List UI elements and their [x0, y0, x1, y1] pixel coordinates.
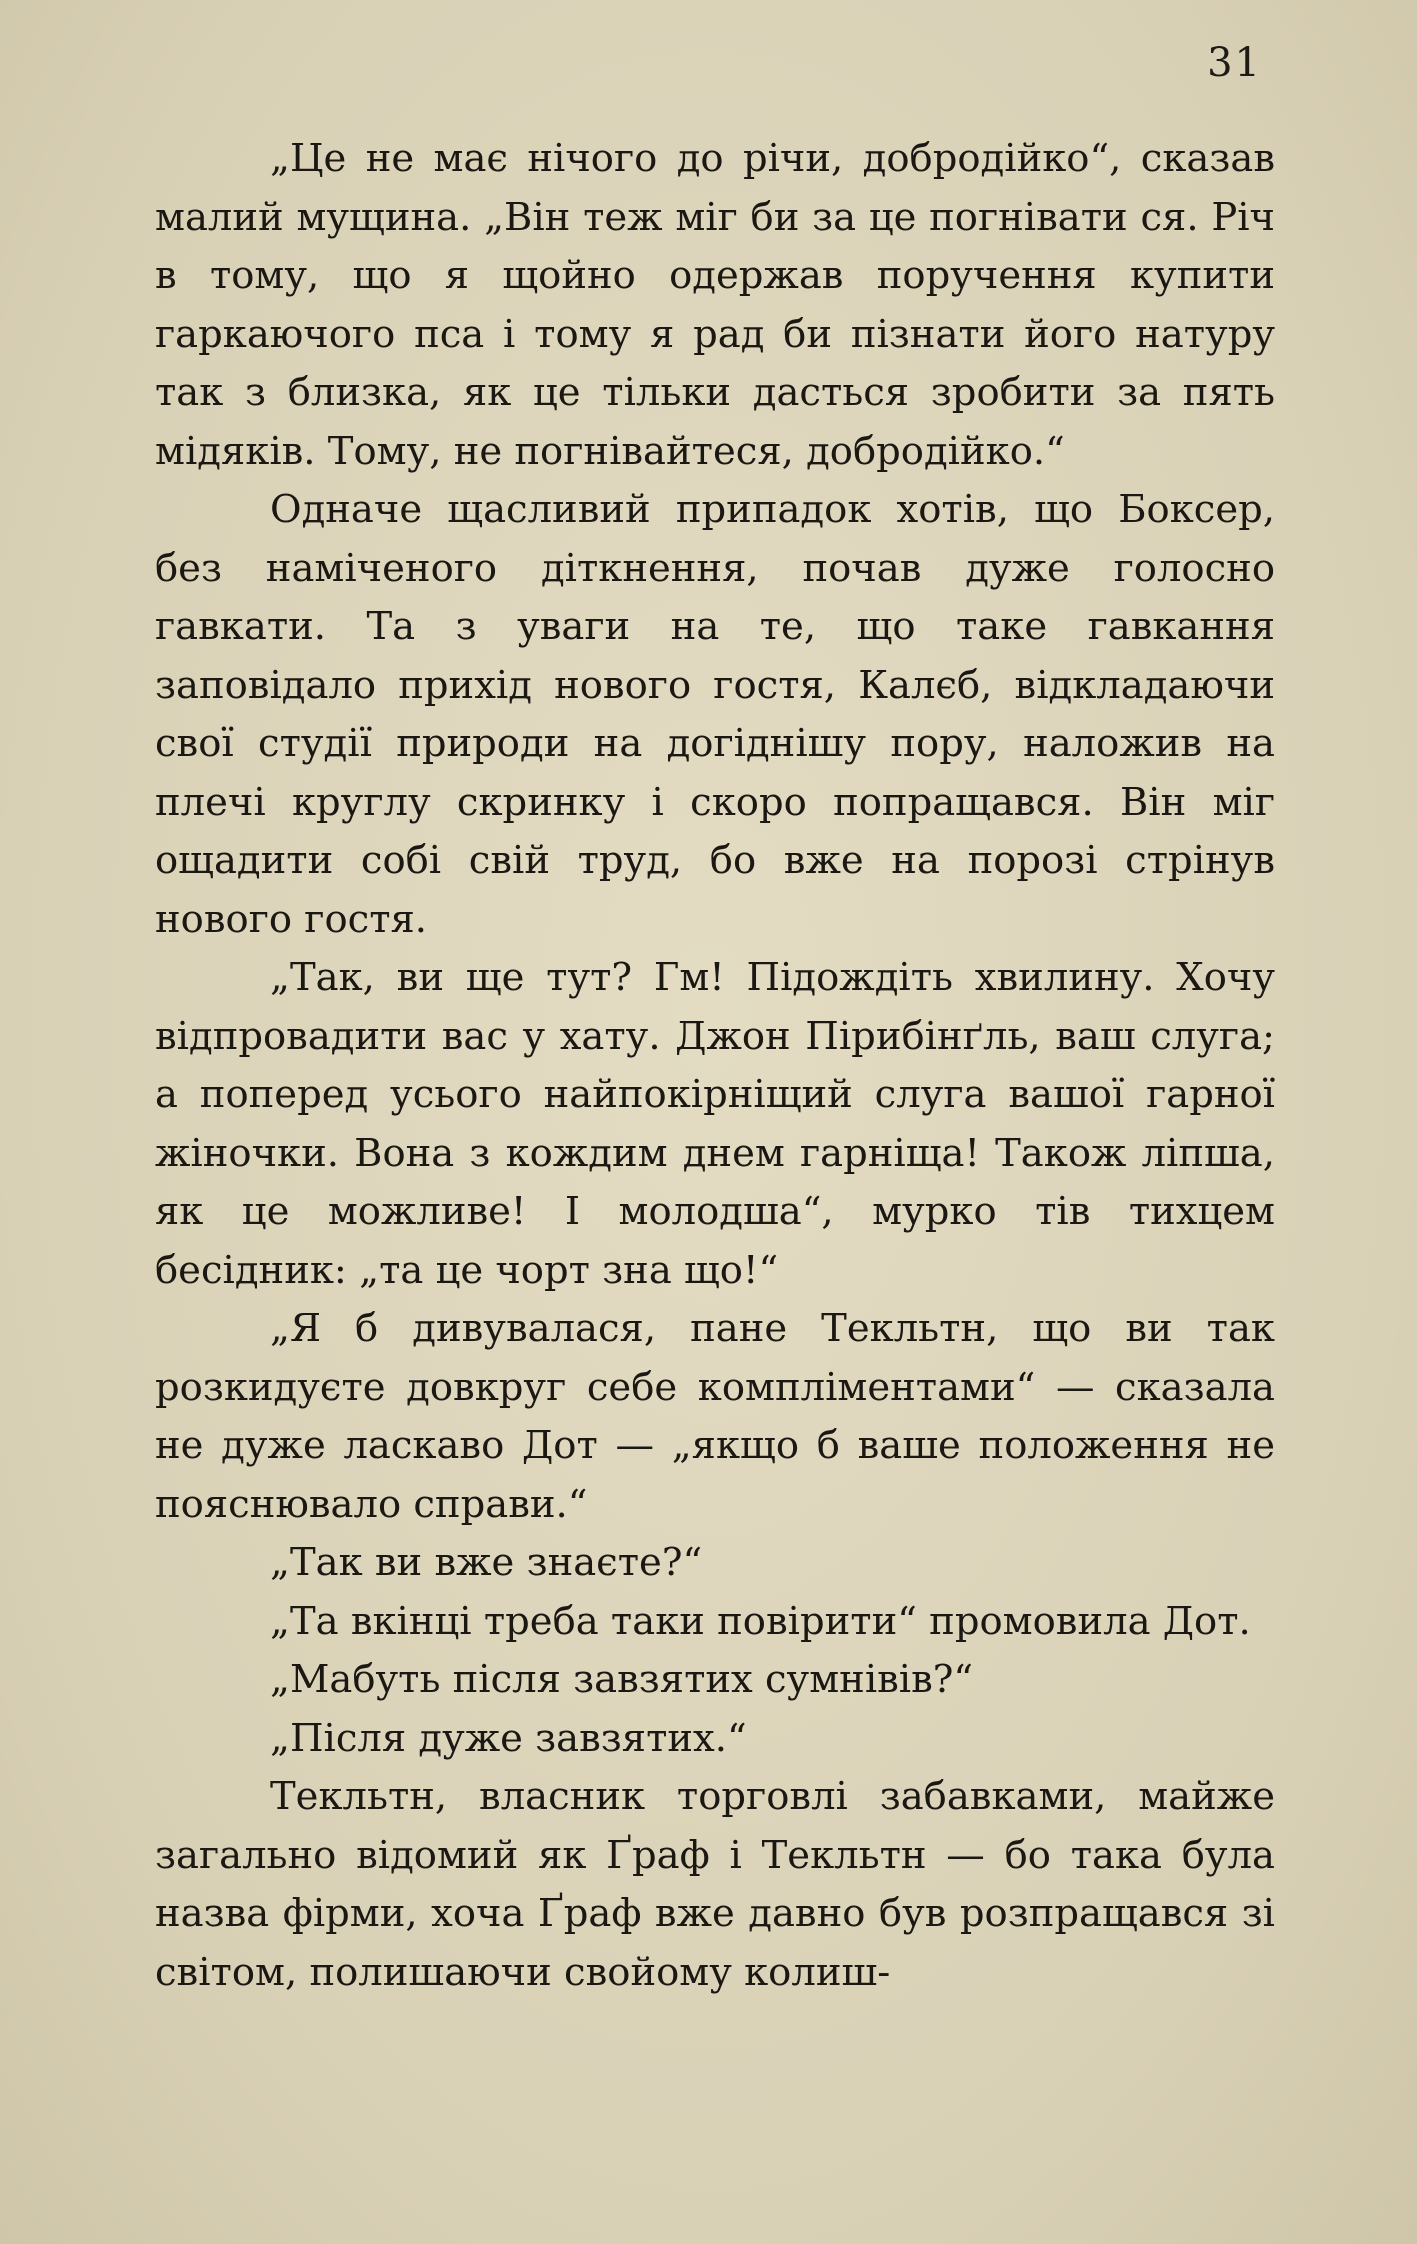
- paragraph-3: „Так, ви ще тут? Гм! Підождіть хвилину. Хочу відпровадити вас у хату. Джон Пірибінґль, ваш слуга; а поперед усього найпокірніщий слуга вашої гарної жіночки. Вона з кождим днем гарніща! Також ліпша, як це можливе! І молодша“, мурко тів тихцем бесідник: „та це чорт зна що!“: [155, 955, 1275, 1293]
- paragraph-8: „Після дуже завзятих.“: [270, 1715, 747, 1761]
- body-text: [155, 130, 1275, 2002]
- page-number: 31: [1207, 40, 1262, 86]
- paragraph-7: „Мабуть після завзятих сумнівів?“: [270, 1657, 974, 1702]
- paragraph-9: Текльтн, власник торговлі забавками, майже загально відомий як Ґраф і Текльтн — бо така була назва фірми, хоча Ґраф вже давно був розпращався зі світом, полишаючи свойому колиш-: [155, 1774, 1275, 1995]
- paragraph-2: Одначе щасливий припадок хотів, що Боксер, без наміченого діткнення, почав дуже голосно гавкати. Та з уваги на те, що таке гавкання заповідало прихід нового гостя, Калєб, відкладаючи свої студії природи на догіднішу пору, наложив на плечі круглу скринку і скоро попращався. Він міг ощадити собі свій труд, бо вже на порозі стрінув нового гостя.: [155, 487, 1275, 942]
- paragraph-6: „Та вкінці треба таки повірити“ промовила Дот.: [270, 1598, 1251, 1644]
- paragraph-1: „Це не має нічого до річи, добродійко“, сказав малий мущина. „Він теж міг би за це погнівати ся. Річ в тому, що я щойно одержав поручення купити гаркаючого пса і тому я рад би пізнати його натуру так з близка, як це тільки дасться зробити за пять мідяків. Тому, не погнівайтеся, добродійко.“: [155, 136, 1275, 474]
- paragraph-4: „Я б дивувалася, пане Текльтн, що ви так розкидуєте довкруг себе компліментами“ — сказала не дуже ласкаво Дот — „якщо б ваше положення не пояснювало справи.“: [155, 1306, 1275, 1527]
- paragraph-5: „Так ви вже знаєте?“: [270, 1540, 703, 1585]
